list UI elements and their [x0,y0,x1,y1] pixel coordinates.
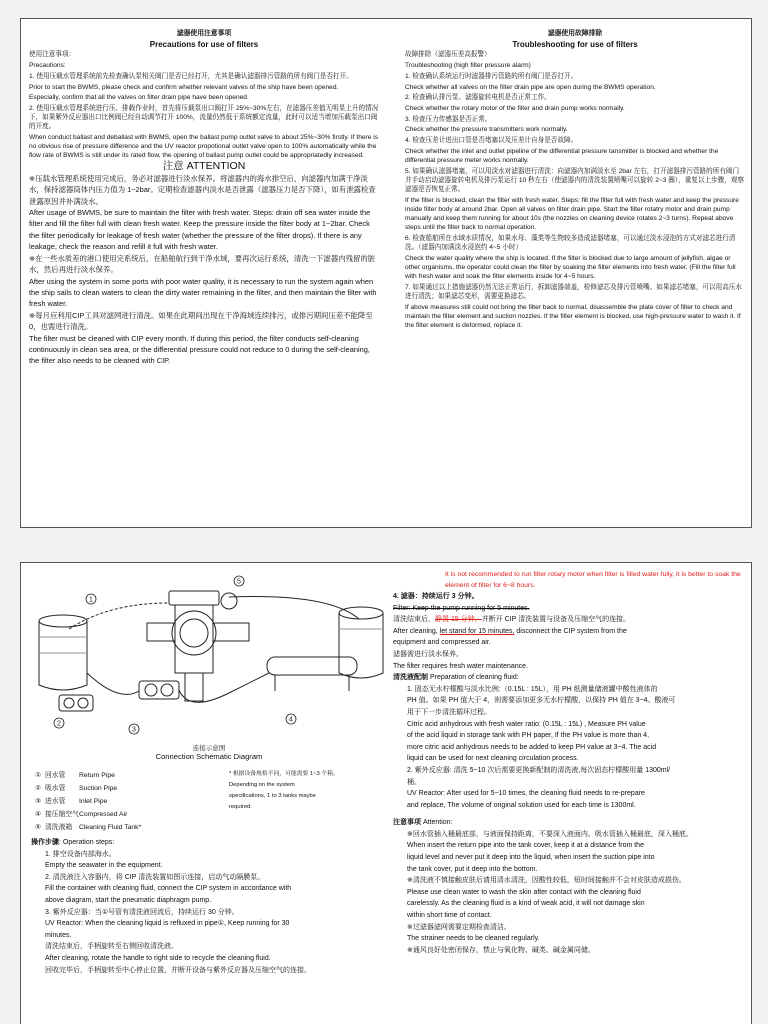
attention-heading-en: Attention: [421,819,453,827]
diagram-callout-number: 4 [289,716,293,724]
operation-step-line: above diagram, start the pneumatic diaphragm pump. [45,896,212,904]
preparation-line: PH 值。如果 PH 值大于 4，则需要添加更多无水柠檬酸，以保持 PH 值在 3~4。酸液可 [407,697,676,705]
precaution-line: 2. 使用压载水管理系统进行压、排载作业时，首先将压载泵出口阀打开 25%~30%左右，在滤器压差值无明显上升的情况下，如果紫外反应器出口比例阀已经自动调节打开 100%，流量仍然低于系统额定流量，此时可以适当增加压载泵出口阀的开度。 [29,104,379,131]
legend-item [31,782,191,795]
legend-num: ⑤ [34,824,42,831]
troubleshooting-line: 1. 检查确认系统运行时滤器排污管路的所有阀门是否打开。 [405,72,578,80]
operation-step-line: UV Reactor: When the cleaning liquid is refluxed in pipe①, Keep running for 30 [45,920,290,928]
operation-steps-heading-cn: 操作步骤 [31,839,59,846]
legend-cn: 进水管 [45,798,66,805]
diagram-legend [31,769,191,834]
preparation-line: liquid can be used for next cleaning circulation process. [407,755,579,763]
operation-step-line: 清洗结束后，手柄旋转至右侧回收清洗液。 [45,943,178,951]
troubleshooting-line: Check whether all valves on the filter drain pipe are open during the BWMS operation. [405,83,656,91]
legend-item [31,769,191,782]
attention-line: ※压载水管理系统使用完成后，务必对滤器进行淡水保养。将滤器内的海水排空后，向滤器内加满干净淡水，保持滤器筒体内压力值为 1~2bar。定期检查滤器内淡水是否泄露（滤器压力是否下降），如有泄露检查泄露原因并补满淡水。 [29,173,376,206]
cleaning-right-column [393,569,745,956]
troubleshooting-line: 故障排除（滤器压差高报警） [405,51,491,59]
preparation-line: and replace, The volume of original solution used for each time is 1300ml. [407,801,636,809]
diagram-callout-number: 2 [57,720,61,728]
legend-en: Cleaning Fluid Tank* [79,824,142,831]
operation-step-line: 回收完毕后，手柄旋转至中心停止位置，并断开设备与紫外反应器及压缩空气的连接。 [45,966,311,974]
troubleshooting-line: 4. 检查压差计进出口管是否堵塞以及压差计自身是否故障。 [405,137,578,145]
note-line: Depending on the system [229,782,295,788]
operation-step-line: Empty the seawater in the equipment. [45,862,163,870]
operation-step-line: Fill the container with cleaning fluid, connect the CIP system in accordance with [45,885,292,893]
note-line: specifications, 1 to 3 tanks maybe [229,793,316,799]
precautions-body [29,50,379,160]
legend-item [31,821,191,834]
preparation-heading-en: Preparation of cleaning fluid: [428,674,519,682]
troubleshooting-line: Check the water quality where the ship is located. If the filter is blocked due to large amount of jellyfish, algae or other organisms, the operator could clean the filter by soaking the filter elements into fresh water. (Fill the filter full with fresh water and soak the filter elements inside for 4~5 hours. [405,254,736,281]
legend-cn: 回水管 [45,772,66,779]
preparation-line: 桶。 [407,778,421,786]
precautions-title-cn: 滤器使用注意事项 [176,30,232,37]
cip-cleaning-page [20,562,752,1024]
connection-schematic-diagram [29,573,389,745]
legend-num: ② [34,785,42,792]
note-line: required. [229,804,252,810]
attention-line: ※每月应利用CIP工具对滤网进行清洗。如果在此期间出现在干净海域连续排污，或排污期间压差不能降至0，也需进行清洗。 [29,310,373,332]
precautions-title-en: Precautions for use of filters [149,39,259,49]
troubleshooting-line: Check whether the rotary motor of the filter and drain pump works normally. [405,104,625,112]
precaution-line: When conduct ballast and deballast with BWMS, open the ballast pump outlet valve to about 25%~30% firstly. If there is no obvious rise of pressure difference and the UV reactor propotional outlet valve open to 100% automatically while the flow rate of BWMS is still under its rated flow, the opening of ballast pump outlet could be appropriatedly increased. [29,134,378,160]
attention-line: The filter must be cleaned with CIP every month. If during this period, the filter conducts self-cleaning continuously in clean sea area, or the differential pressure could not reduce to 0 during the self-cleaning, the filter also needs to be cleaned with CIP. [29,333,370,366]
after-cleaning-cn-struck: 静置 15 分钟， [435,616,482,624]
diagram-caption [29,743,389,761]
operation-step-line: 3. 紫外反应器：当①号管有清洗液回流后，持续运行 30 分钟。 [45,908,239,916]
diagram-caption-cn: 连接示意图 [192,745,226,752]
attention-heading: 注意 ATTENTION [162,160,246,173]
precaution-line: Prior to start the BWMS, please check and confirm whether relevant valves of the ship have been opened. [29,83,339,91]
diagram-legend-area [31,769,391,834]
after-cleaning-en-cont: equipment and compressed air. [393,639,491,647]
troubleshooting-line: Check whether the inlet and outlet pipeline of the differential pressure tansmitter is blocked and whether the differential pressure meter works normally. [405,147,719,164]
item-4-filter-en: Filter: Keep the pump running for 5 minutes. [393,604,530,612]
tank-quantity-note [191,769,379,834]
operation-steps-list [31,849,387,977]
attention-item-line: ※通风良好处密闭保存，禁止与氧化物、碱类、碱金属同储。 [407,946,595,954]
legend-num: ① [34,772,42,779]
troubleshooting-line: 5. 如果确认滤器堵塞，可以用淡水对滤器进行清洗：向滤器内加满淡水至 2bar 左右，打开滤器排污管路的所有阀门并手动启动滤器旋转电机及排污泵运行 10 秒左右（使滤器内的清洗装置喷嘴可以旋转 2~3 圈），重复以上步骤，观察滤器是否恢复正常。 [405,167,745,194]
troubleshooting-body [405,50,745,330]
diagram-caption-en: Connection Schematic Diagram [155,752,263,761]
troubleshooting-title-cn: 滤器使用故障排除 [547,30,603,37]
attention-item-line: ※清洗液不慎接触皮肤后请用清水清洗，因酸性较低，短时间接触并不会对皮肤造成损伤。 [407,877,686,885]
legend-en: Suction Pipe [79,785,118,792]
attention-item-line: within short time of contact. [407,912,492,920]
troubleshooting-line: Check whether the pressure transmitters work normally. [405,126,568,134]
attention-list [393,829,745,957]
attention-body [29,173,379,367]
troubleshooting-line: If the filter is blocked, clean the filter with fresh water. Steps: fill the filter full with fresh water and keep the pressure inside filter body at around 2bar. Open all valves on filter drain pipe. Start the filter rotatry motor and drain pump manually and keep them running for about 10s (the nozzles on cleaning device rotates 2~3 turns). Repeat above steps until the filter back to normal operation. [405,196,739,232]
attention-item-line: The strainer needs to be cleaned regularly. [407,935,540,943]
troubleshooting-line: Troubleshooting (high filter pressure alarm) [405,62,531,70]
attention-heading-cn: 注意事项 [393,819,421,827]
after-cleaning-cn-rest: 并断开 CIP 清洗装置与设备及压缩空气的连接。 [481,616,631,624]
troubleshooting-line: 3. 检查压力传感器是否正常。 [405,115,492,123]
attention-item-line: ※回水管插入桶最底部，与液面保持距离，不要深入液面内。吸水管插入桶最底，深入桶底。 [407,830,693,838]
attention-item-line: the tank cover, put it deep into the bottom. [407,865,538,873]
troubleshooting-line: If above measures still could not bring the filter back to normal, disassemble the plate cover of filter to check and maintain the filter element and suction nozzles. If the filter element is blocked, use high-pressure water to wash it. If the filter element is deformed, replace it. [405,303,741,330]
preparation-line: of the acid liquid in storage tank with PH paper, If the PH value is more than 4, [407,732,650,740]
legend-cn: 接压缩空气 [45,811,79,818]
precautions-column [29,29,379,367]
operation-steps-heading-en: : Operation steps: [59,839,115,846]
after-cleaning-en-rest: disconnect the CIP system from the [514,627,627,635]
preparation-line: Citric acid anhydrous with fresh water ratio: (0.15L : 15L) , Measure PH value [407,720,646,728]
fresh-water-maintenance-en: The filter requires fresh water maintenance. [393,662,529,670]
preparation-line: more citric acid anhydrous needs to be added to keep PH value at 3~4. The acid [407,743,657,751]
red-handwritten-note: It is not recommended to run filter rotary motor when filter is filled water fully, it is better to soak the element of filter for 6~8 hours. [445,571,741,589]
attention-item-line: liquid level and never put it deep into the liquid, when insert the suction pipe into [407,854,655,862]
troubleshooting-line: 7. 如果通过以上措施滤器仍然无法正常运行，拆卸滤器端盖，检修滤芯及排污管喷嘴。如果滤芯堵塞，可以用高压水进行清洗；如果滤芯变形，需要更换滤芯。 [405,284,743,301]
preparation-line: 用于下一步清洗循环过程。 [407,708,491,716]
item-4-filter-cn: 4. 滤器：持续运行 3 分钟。 [393,593,479,600]
precaution-line: Especially, confirm that all the valves on filter drain pipe have been opened. [29,94,249,102]
preparation-line: 1. 固态无水柠檬酸与淡水比例:（0.15L : 15L），用 PH 纸测量储液罐中酸性液体的 [407,685,658,693]
legend-num: ④ [34,811,42,818]
operation-steps [31,837,387,976]
operation-step-line: After cleaning, rotate the handle to right side to recycle the cleaning fluid. [45,954,271,962]
after-cleaning-en-struck: let stand for 15 minutes, [439,627,515,635]
operation-step-line: minutes. [45,931,72,939]
operation-step-line: 1. 排空设备内部海水。 [45,850,116,858]
legend-en: Inlet Pipe [79,798,108,805]
note-line: * 根据设备规格不同，可能需要 1~3 个箱。 [229,771,339,777]
attention-line: After using the system in some ports with poor water quality, it is necessary to run the system again when the ship sails to clean waters to clean the dirty water remaining in the filter, and then maintain the filter with fresh water. [29,276,377,309]
troubleshooting-title-en: Troubleshooting for use of filters [512,39,638,49]
preparation-heading-cn: 清洗液配制 [393,674,428,682]
operation-step-line: 2. 清洗液注入容器内，将 CIP 清洗装置如图示连接，启动气动隔膜泵。 [45,873,265,881]
attention-item-line: When insert the return pipe into the tank cover, keep it at a distance from the [407,842,644,850]
after-cleaning-cn [393,614,745,626]
preparation-line: 2. 紫外反应器: 清洗 5~10 次后需要更换新配制的清洗液,每次固态柠檬酸用量 1300ml/ [407,766,671,774]
troubleshooting-line: 6. 检查船舶所在水域水质情况，如果水母、藻类等生物较多造成滤器堵塞，可以通过淡水浸泡的方式对滤芯进行清洗。（滤器内加满淡水浸泡约 4~5 小时） [405,235,736,252]
precaution-line: 使用注意事项： [29,51,76,59]
attention-line: ※在一些水质差的港口使用完系统后，在船舶航行到干净水域，要再次运行系统，清洗一下滤器内残留的脏水，然后再进行淡水保养。 [29,253,376,275]
after-cleaning-cn-start: 清洗结束后， [393,616,435,624]
legend-cn: 清洗液箱 [45,824,73,831]
fresh-water-maintenance-cn: 滤器需进行淡水保养。 [393,650,463,658]
preparation-body [393,684,745,812]
legend-en: Compressed Air [79,811,128,818]
attention-item-line: ※过滤器滤网需要定期检查清洁。 [407,923,511,931]
attention-line: After usage of BWMS, be sure to maintain the filter with fresh water. Steps: drain off sea water inside the filter and fill the filter full with clean fresh water. Keep the pressure inside the filter body at 1~2bar. Check the filter periodically for leakage of fresh water (whether the pressure of the filter drops). If there is any leakage, check the reason and refill it full with fresh water. [29,208,371,252]
attention-item-line: Please use clean water to wash the skin after contact with the cleaning fluid [407,888,641,896]
legend-item [31,795,191,808]
diagram-callout-number: 5 [237,578,241,586]
diagram-callout-number: 1 [89,596,93,604]
precautions-page [20,18,752,528]
legend-num: ③ [34,798,42,805]
legend-en: Return Pipe [79,772,115,779]
legend-cn: 吸水管 [45,785,66,792]
after-cleaning-en [393,626,745,638]
preparation-line: UV Reactor: After used for 5~10 times, the cleaning fluid needs to re-prepare [407,790,645,798]
after-cleaning-en-start: After cleaning, [393,627,440,635]
troubleshooting-line: 2. 检查确认排污泵、滤器旋转电机是否正常工作。 [405,94,551,102]
troubleshooting-column [405,29,745,332]
legend-item [31,808,191,821]
precaution-line: 1. 使用压载水管理系统前先检查确认泵相关阀门是否已经打开，尤其是确认滤器排污管路的所有阀门是否打开。 [29,72,353,80]
attention-item-line: carelessly. As the cleaning fluid is a kind of weak acid, it will not damage skin [407,900,645,908]
precaution-line: Precautions: [29,62,66,70]
diagram-callout-number: 3 [132,726,136,734]
